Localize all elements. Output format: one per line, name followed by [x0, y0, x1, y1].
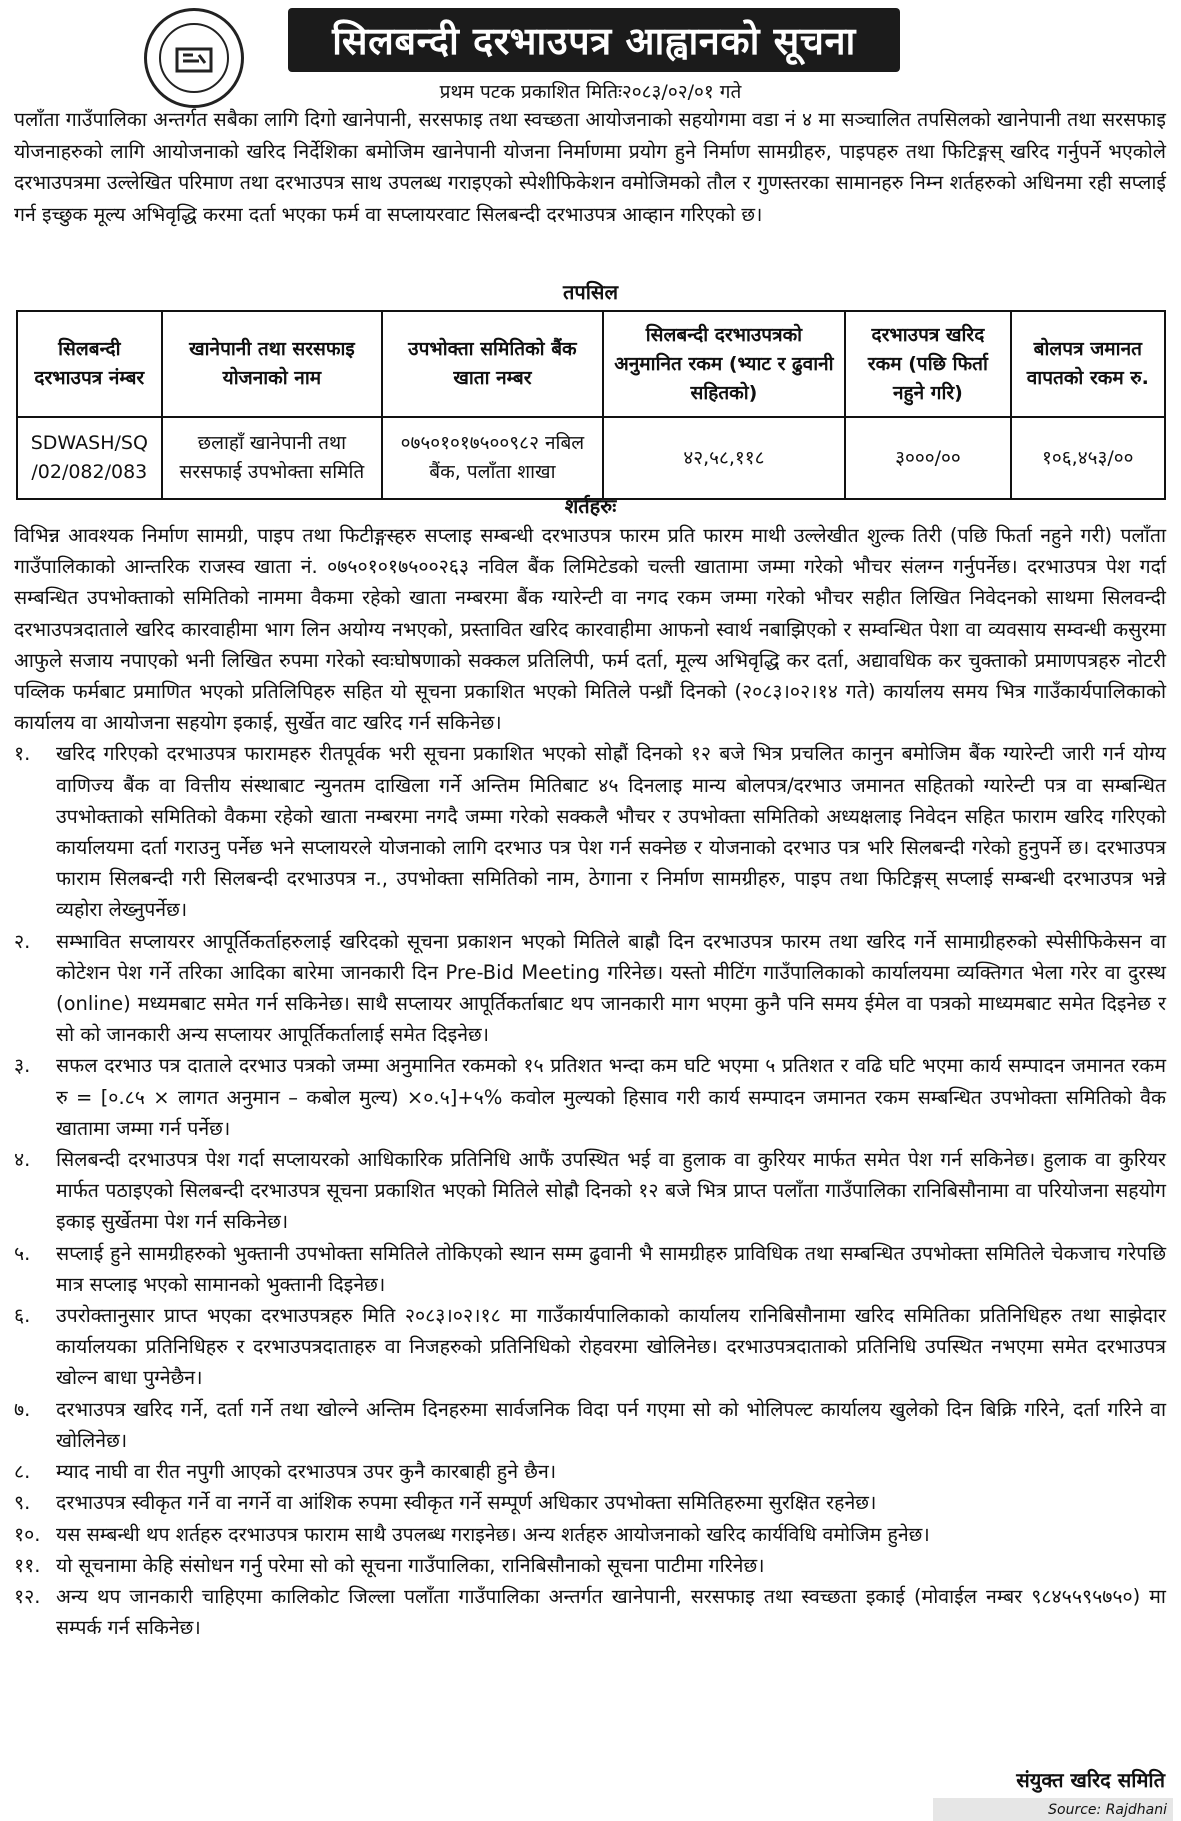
condition-item	[14, 1300, 1166, 1394]
table-heading: तपसिल	[562, 280, 619, 304]
conditions-intro: विभिन्न आवश्यक निर्माण सामग्री, पाइप तथा फिटीङ्गस्हरु सप्लाइ सम्बन्धी दरभाउपत्र फारम प्रति फारम माथी उल्लेखीत शुल्क तिरी (पछि फिर्ता नहुने गरी) पलाँता गाउँपालिकाको आन्तरिक राजस्व खाता नं. ०७५०१०१७५००२६३ नविल बैंक लिमिटेडको चल्ती खातामा जम्मा गरेको भौचर संलग्न गर्नुपर्नेछ। दरभाउपत्र पेश गर्दा सम्बन्धित उपभोक्ताको समितिको नाममा वैकमा रहेको खाता नम्बरमा बैंक ग्यारेन्टी वा नगद रकम जम्मा गरेको भौचर सहीत लिखित निवेदनको साथमा सिलवन्दी दरभाउपत्रदाताले खरिद कारवाहीमा भाग लिन अयोग्य नभएको, प्रस्तावित खरिद कारवाहीमा आफनो स्वार्थ नबाझिएको र सम्वन्धित पेशा वा व्यवसाय सम्वन्धी कसुरमा आफुले सजाय नपाएको भनी लिखित रुपमा गरेको स्वःघोषणाको सक्कल प्रतिलिपी, फर्म दर्ता, मूल्य अभिवृद्धि कर दर्ता, अद्यावधिक कर चुक्ताको प्रमाणपत्रहरु नोटरी पव्लिक फर्मबाट प्रमाणित भएको प्रतिलिपिहरु सहित यो सूचना प्रकाशित भएको मितिले पन्ध्रौं दिनको (२०८३।०२।१४ गते) कार्यालय समय भित्र गाउँकार्यपालिकाको कार्यालय वा आयोजना सहयोग इकाई, सुर्खेत वाट खरिद गर्न सकिनेछ।	[14, 524, 1166, 735]
condition-item	[14, 1050, 1166, 1144]
condition-item	[14, 1550, 1166, 1581]
condition-item	[14, 1519, 1166, 1550]
condition-item	[14, 738, 1166, 925]
condition-text: सिलबन्दी दरभाउपत्र पेश गर्दा सप्लायरको आधिकारिक प्रतिनिधि आफैं उपस्थित भई वा हुलाक वा कुरियर मार्फत समेत पेश गर्न सकिनेछ। हुलाक वा कुरियर मार्फत पठाइएको सिलबन्दी दरभाउपत्र सूचना प्रकाशित भएको मितिले सोह्रौ दिनको १२ बजे भित्र प्राप्त पलाँता गाउँपालिका रानिबिसौनामा वा परियोजना सहयोग इकाइ सुर्खेतमा पेश गर्न सकिनेछ।	[56, 1148, 1166, 1234]
condition-text: अन्य थप जानकारी चाहिएमा कालिकोट जिल्ला पलाँता गाउँपालिका अन्तर्गत खानेपानी, सरसफाइ तथा स्वच्छता इकाई (मोवाईल नम्बर ९८४५५९५७५०) मा सम्पर्क गर्न सकिनेछ।	[56, 1584, 1166, 1640]
condition-number: ८.	[14, 1460, 31, 1484]
condition-number: ९.	[14, 1491, 31, 1515]
header-cell: दरभाउपत्र खरिद रकम (पछि फिर्ता नहुने गरि)	[845, 311, 1010, 417]
table-header-row	[17, 311, 1165, 417]
source-credit: Source: Rajdhani	[933, 1798, 1173, 1821]
condition-number: ४.	[14, 1148, 31, 1172]
condition-number: १०.	[14, 1522, 41, 1546]
condition-text: सम्भावित सप्लायरर आपूर्तिकर्ताहरुलाई खरिदको सूचना प्रकाशन भएको मितिले बाह्रौ दिन दरभाउपत्र फारम तथा खरिद गर्ने सामाग्रीहरुको स्पेसीफिकेसन वा कोटेशन पेश गर्ने तरिका आदिका बारेमा जानकारी दिन Pre-Bid Meeting गरिनेछ। यस्तो मीटिंग गाउँपालिकाको कार्यालयमा व्यक्तिगत भेला गरेर वा दुरस्थ (online) मध्यमबाट समेत गर्न सकिनेछ। साथै सप्लायर आपूर्तिकर्ताबाट थप जानकारी माग भएमा कुनै पनि समय ईमेल वा पत्रको माध्यमबाट समेत दिइनेछ र सो को जानकारी अन्य सप्लायर आपूर्तिकर्तालाई समेत दिइनेछ।	[56, 929, 1166, 1047]
condition-item	[14, 1456, 1166, 1487]
condition-item	[14, 926, 1166, 1051]
intro-paragraph: पलाँता गाउँपालिका अन्तर्गत सबैका लागि दिगो खानेपानी, सरसफाइ तथा स्वच्छता आयोजनाको सहयोगमा वडा नं ४ मा सञ्चालित तपसिलको खानेपानी तथा सरसफाइ योजनाहरुको लागि आयोजनाको खरिद निर्देशिका बमोजिम खानेपानी योजना निर्माणमा प्रयोग हुने निर्माण सामग्रीहरु, पाइपहरु तथा फिटिङ्गस् खरिद गर्नुपर्ने भएकोले दरभाउपत्रमा उल्लेखित परिमाण तथा दरभाउपत्र साथ उपलब्ध गराइएको स्पेशीफिकेशन वमोजिमको तौल र गुणस्तरका सामानहरु निम्न शर्तहरुको अधिनमा रही सप्लाई गर्न इच्छुक मूल्य अभिवृद्धि करमा दर्ता भएका फर्म वा सप्लायरवाट सिलबन्दी दरभाउपत्र आव्हान गरिएको छ।	[14, 108, 1166, 226]
publication-date: प्रथम पटक प्रकाशित मितिः२०८३/०२/०१ गते	[439, 81, 742, 103]
condition-text: दरभाउपत्र खरिद गर्ने, दर्ता गर्ने तथा खोल्ने अन्तिम दिनहरुमा सार्वजनिक विदा पर्न गएमा सो को भोलिपल्ट कार्यालय खुलेको दिन बिक्रि गरिने, दर्ता गरिने वा खोलिनेछ।	[56, 1397, 1166, 1452]
condition-text: म्याद नाघी वा रीत नपुगी आएको दरभाउपत्र उपर कुनै कारबाही हुने छैन।	[56, 1460, 557, 1484]
condition-number: १.	[14, 742, 31, 766]
header-cell: बोलपत्र जमानत वापतको रकम रु.	[1011, 311, 1165, 417]
condition-item	[14, 1487, 1166, 1518]
table-row	[17, 417, 1165, 499]
condition-text: यस सम्बन्धी थप शर्तहरु दरभाउपत्र फाराम साथै उपलब्ध गराइनेछ। अन्य शर्तहरु आयोजनाको खरिद कार्यविधि वमोजिम हुनेछ।	[56, 1522, 930, 1546]
header-cell: उपभोक्ता समितिको बैंक खाता नम्बर	[382, 311, 603, 417]
conditions-section	[14, 520, 1166, 1643]
condition-item	[14, 1238, 1166, 1300]
bid-number-cell: SDWASH/SQ /02/082/083	[17, 417, 162, 499]
header-cell: खानेपानी तथा सरसफाइ योजनाको नाम	[162, 311, 383, 417]
header-cell: सिलबन्दी दरभाउपत्रको अनुमानित रकम (भ्याट र ढुवानी सहितको)	[603, 311, 846, 417]
condition-item	[14, 1581, 1166, 1643]
condition-text: सप्लाई हुने सामग्रीहरुको भुक्तानी उपभोक्ता समितिले तोकिएको स्थान सम्म ढुवानी भै सामग्रीहरु प्राविधिक तथा सम्बन्धित उपभोक्ता समितिले चेकजाच गरेपछि मात्र सप्लाइ भएको सामानको भुक्तानी दिइनेछ।	[56, 1241, 1166, 1296]
conditions-heading: शर्तहरुः	[564, 494, 617, 518]
bid-table	[16, 310, 1166, 500]
condition-number: २.	[14, 929, 31, 953]
condition-number: ७.	[14, 1397, 31, 1421]
condition-text: खरिद गरिएको दरभाउपत्र फारामहरु रीतपूर्वक भरी सूचना प्रकाशित भएको सोह्रौं दिनको १२ बजे भित्र प्रचलित कानुन बमोजिम बैंक ग्यारेन्टी जारी गर्न योग्य वाणिज्य बैंक वा वित्तीय संस्थाबाट न्युनतम दाखिला गर्ने अन्तिम मितिबाट ४५ दिनलाइ मान्य बोलपत्र/दरभाउ जमानत सहितको ग्यारेन्टी पत्र वा सम्बन्धित उपभोक्ताको समितिको वैकमा रहेको खाता नम्बरमा नगदै जम्मा गरेको सक्कलै भौचर र उपभोक्ता समितिको अध्यक्षलाइ निवेदन सहित फाराम खरिद गरिएको कार्यालयमा दर्ता गराउनु पर्नेछ भने सप्लायरले योजनाको लागि दरभाउ पत्र पेश गर्न सक्नेछ र योजनाको दरभाउ पत्र भरि सिलबन्दी गरेको हुनुपर्ने छ। दरभाउपत्र फाराम सिलबन्दी गरी सिलबन्दी दरभाउपत्र न., उपभोक्ता समितिको नाम, ठेगाना र निर्माण सामग्रीहरु, पाइप तथा फिटिङ्गस् सप्लाई सम्बन्धी दरभाउपत्र भन्ने व्यहोरा लेख्नुपर्नेछ।	[56, 742, 1166, 922]
condition-number: ११.	[14, 1553, 41, 1577]
condition-number: ६.	[14, 1304, 31, 1328]
estimated-amount-cell: ४२,५८,११८	[603, 417, 846, 499]
header-cell: सिलबन्दी दरभाउपत्र नंम्बर	[17, 311, 162, 417]
form-fee-cell: ३०००/००	[845, 417, 1010, 499]
conditions-list	[14, 738, 1166, 1643]
condition-number: ३.	[14, 1054, 31, 1078]
condition-number: ५.	[14, 1241, 31, 1265]
condition-text: यो सूचनामा केहि संसोधन गर्नु परेमा सो को सूचना गाउँपालिका, रानिबिसौनाको सूचना पाटीमा गरिनेछ।	[56, 1553, 765, 1577]
scheme-name-cell: छलाहाँ खानेपानी तथा सरसफाई उपभोक्ता समिति	[162, 417, 383, 499]
bid-security-cell: १०६,४५३/००	[1011, 417, 1165, 499]
condition-number: १२.	[14, 1584, 41, 1608]
notice-title: सिलबन्दी दरभाउपत्र आह्वानको सूचना	[288, 8, 900, 72]
committee-signature: संयुक्त खरिद समिति	[1016, 1768, 1165, 1792]
condition-item	[14, 1144, 1166, 1238]
condition-item	[14, 1394, 1166, 1456]
condition-text: दरभाउपत्र स्वीकृत गर्ने वा नगर्ने वा आंशिक रुपमा स्वीकृत गर्ने सम्पूर्ण अधिकार उपभोक्ता समितिहरुमा सुरक्षित रहनेछ।	[56, 1491, 877, 1515]
bank-account-cell: ०७५०१०१७५००९८२ नबिल बैंक, पलाँता शाखा	[382, 417, 603, 499]
condition-text: सफल दरभाउ पत्र दाताले दरभाउ पत्रको जम्मा अनुमानित रकमको १५ प्रतिशत भन्दा कम घटि भएमा ५ प्रतिशत र वढि घटि भएमा कार्य सम्पादन जमानत रकम रु = [०.८५ × लागत अनुमान – कबोल मुल्य) ×०.५]+५% कवोल मुल्यको हिसाव गरी कार्य सम्पादन जमानत रकम सम्बन्धित उपभोक्ता समितिको वैक खातामा जम्मा गर्न पर्नेछ।	[56, 1054, 1166, 1140]
condition-text: उपरोक्तानुसार प्राप्त भएका दरभाउपत्रहरु मिति २०८३।०२।१८ मा गाउँकार्यपालिकाको कार्यालय रानिबिसौनामा खरिद समितिका प्रतिनिधिहरु तथा साझेदार कार्यालयका प्रतिनिधिहरु र दरभाउपत्रदाताहरु वा निजहरुको प्रतिनिधिको रोहवरमा खोलिनेछ। दरभाउपत्रदाताको प्रतिनिधि उपस्थित नभएमा समेत दरभाउपत्र खोल्न बाधा पुग्नेछैन।	[56, 1304, 1166, 1390]
